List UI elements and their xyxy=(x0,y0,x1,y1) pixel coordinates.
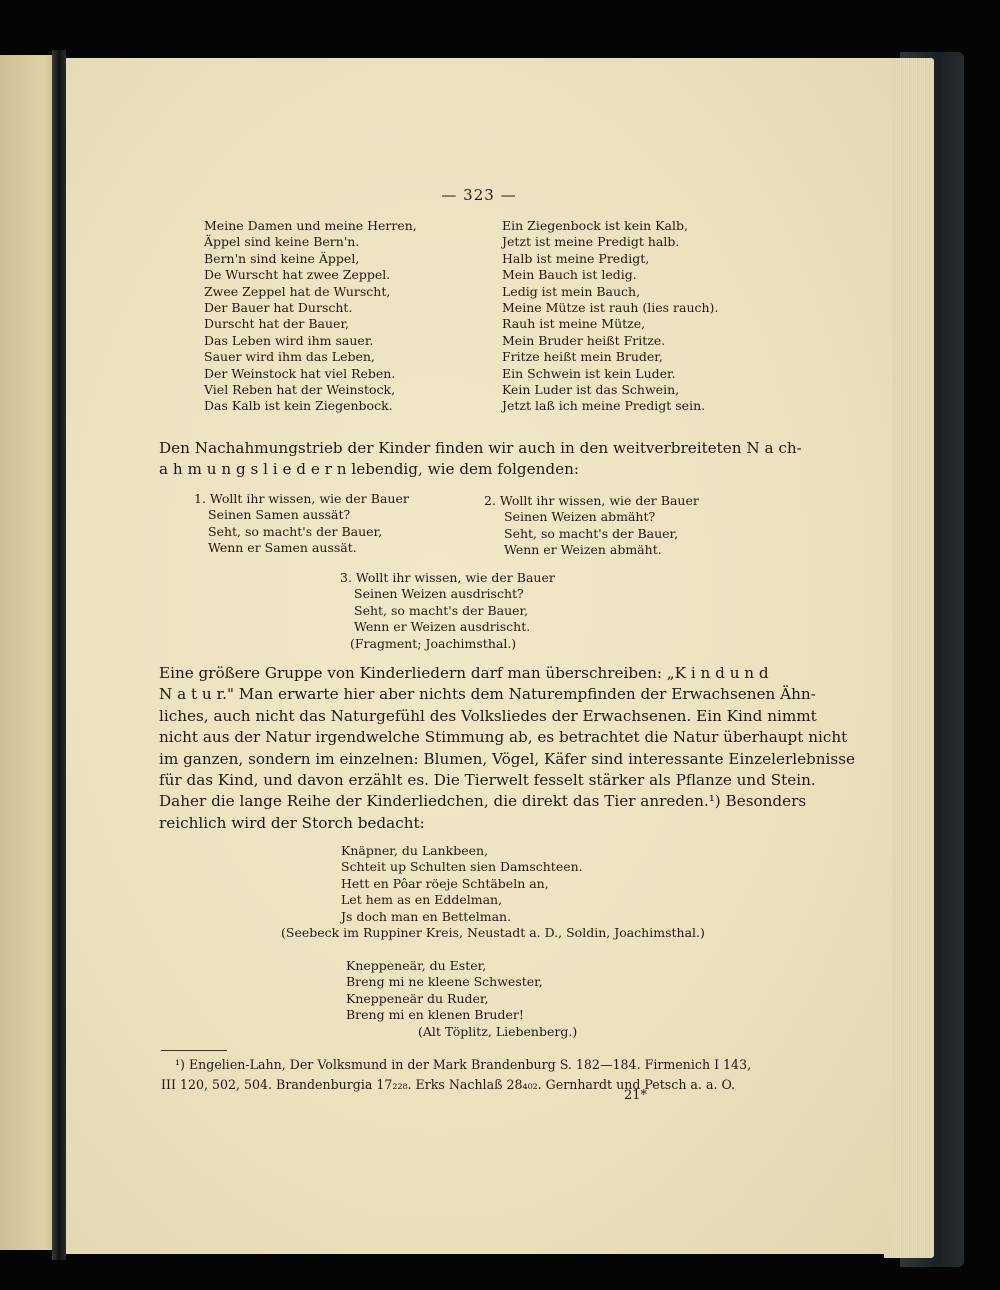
book-gutter xyxy=(52,50,66,1260)
verse-line: 1. Wollt ihr wissen, wie der Bauer xyxy=(194,491,409,506)
poem-line: Ledig ist mein Bauch, xyxy=(502,283,641,299)
verse-line: Let hem as en Eddelman, xyxy=(341,892,503,908)
signature-mark: 21* xyxy=(624,1088,648,1103)
poem-line: Ein Ziegenbock ist kein Kalb, xyxy=(502,218,688,233)
poem-line: De Wurscht hat zwee Zeppel. xyxy=(204,267,391,283)
poem-line: Jetzt ist meine Predigt halb. xyxy=(502,234,680,250)
poem-line: Bern'n sind keine Äppel, xyxy=(204,250,360,266)
verse-line: Js doch man en Bettelman. xyxy=(341,908,512,924)
verse-line: 2. Wollt ihr wissen, wie der Bauer xyxy=(484,493,699,508)
paragraph-line: für das Kind, und davon erzählt es. Die Tierwelt fesselt stärker als Pflanze und Stein. xyxy=(159,771,816,790)
poem-line: Meine Mütze ist rauh (lies rauch). xyxy=(502,300,719,316)
poem-line: Kein Luder ist das Schwein, xyxy=(502,382,680,398)
stork-song-1 xyxy=(281,843,705,925)
verse-line: Seinen Weizen abmäht? xyxy=(504,509,656,525)
poem-line: Der Weinstock hat viel Reben. xyxy=(204,365,396,381)
verse-line: Hett en Pôar röeje Schtäbeln an, xyxy=(341,875,549,891)
verse-3-block xyxy=(340,570,555,652)
paragraph-line: N a t u r." Man erwarte hier aber nichts dem Naturempfinden der Erwachsenen Ähn- xyxy=(159,685,816,704)
verse-line: 3. Wollt ihr wissen, wie der Bauer xyxy=(340,570,555,585)
verse-2 xyxy=(484,493,699,559)
verse-3-source: (Fragment; Joachimsthal.) xyxy=(350,635,517,651)
verse-line: Seht, so macht's der Bauer, xyxy=(208,523,383,539)
book-page xyxy=(66,58,892,1254)
poem-line: Das Kalb ist kein Ziegenbock. xyxy=(204,398,393,414)
paragraph-line: Den Nachahmungstrieb der Kinder finden wir auch in den weitverbreiteten N a ch- xyxy=(159,439,802,457)
paragraph-line: im ganzen, sondern im einzelnen: Blumen, Vögel, Käfer sind interessante Einzelerlebnisse xyxy=(159,749,855,768)
stork-song-2-block xyxy=(346,958,577,1040)
verse-line: Seht, so macht's der Bauer, xyxy=(354,602,529,618)
stork-song-1-block xyxy=(281,843,705,941)
stork-song-2 xyxy=(346,958,577,1024)
poem-line: Ein Schwein ist kein Luder. xyxy=(502,365,676,381)
verse-line: Knäpner, du Lankbeen, xyxy=(341,843,489,858)
poem-line: Mein Bauch ist ledig. xyxy=(502,267,637,283)
verse-line: Wenn er Weizen ausdrischt. xyxy=(354,619,531,635)
verse-line: Wenn er Weizen abmäht. xyxy=(504,542,662,558)
footnote xyxy=(161,1055,751,1095)
footnote-rule xyxy=(161,1050,227,1051)
paragraph-imitation-songs xyxy=(159,438,802,481)
verse-3 xyxy=(340,570,555,636)
paragraph-child-and-nature xyxy=(159,663,855,834)
poem-line: Mein Bruder heißt Fritze. xyxy=(502,332,666,348)
verse-1 xyxy=(194,491,409,557)
paragraph-line: reichlich wird der Storch bedacht: xyxy=(159,813,425,832)
verse-line: Seinen Weizen ausdrischt? xyxy=(354,586,524,602)
poem-line: Jetzt laß ich meine Predigt sein. xyxy=(502,398,706,414)
poem-line: Fritze heißt mein Bruder, xyxy=(502,349,663,365)
verse-line: Wenn er Samen aussät. xyxy=(208,540,357,556)
footnote-line: III 120, 502, 504. Brandenburgia 17₂₂₈. Erks Nachlaß 28₄₀₂. Gernhardt und Petsch a. a. O. xyxy=(161,1077,736,1092)
verse-line: Kneppeneär, du Ester, xyxy=(346,958,487,973)
poem-right-column xyxy=(502,218,718,415)
verse-line: Breng mi en klenen Bruder! xyxy=(346,1007,524,1023)
poem-left-column xyxy=(204,218,417,415)
stork-song-2-source: (Alt Töplitz, Liebenberg.) xyxy=(418,1023,578,1039)
paragraph-line: liches, auch nicht das Naturgefühl des Volksliedes der Erwachsenen. Ein Kind nimmt xyxy=(159,706,817,725)
paragraph-line: Daher die lange Reihe der Kinderliedchen, die direkt das Tier anreden.¹) Besonders xyxy=(159,792,807,811)
stork-song-1-source: (Seebeck im Ruppiner Kreis, Neustadt a. D., Soldin, Joachimsthal.) xyxy=(281,925,705,941)
poem-line: Rauh ist meine Mütze, xyxy=(502,316,646,332)
paragraph-line: Eine größere Gruppe von Kinderliedern darf man überschreiben: „K i n d u n d xyxy=(159,664,769,682)
poem-line: Durscht hat der Bauer, xyxy=(204,316,350,332)
poem-line: Der Bauer hat Durscht. xyxy=(204,300,353,316)
poem-line: Äppel sind keine Bern'n. xyxy=(204,234,360,250)
verse-line: Seht, so macht's der Bauer, xyxy=(504,525,679,541)
verse-line: Schteit up Schulten sien Damschteen. xyxy=(341,859,583,875)
verse-line: Breng mi ne kleene Schwester, xyxy=(346,974,543,990)
poem-line: Zwee Zeppel hat de Wurscht, xyxy=(204,283,391,299)
poem-line: Meine Damen und meine Herren, xyxy=(204,218,417,233)
page-number: — 323 — xyxy=(441,186,517,204)
poem-line: Sauer wird ihm das Leben, xyxy=(204,349,375,365)
poem-line: Das Leben wird ihm sauer. xyxy=(204,332,374,348)
poem-line: Viel Reben hat der Weinstock, xyxy=(204,382,396,398)
verse-line: Seinen Samen aussät? xyxy=(208,507,351,523)
poem-line: Halb ist meine Predigt, xyxy=(502,250,650,266)
footnote-line: ¹) Engelien-Lahn, Der Volksmund in der Mark Brandenburg S. 182—184. Firmenich I 143, xyxy=(175,1057,752,1072)
paragraph-line: a h m u n g s l i e d e r n lebendig, wie dem folgenden: xyxy=(159,460,579,479)
verse-line: Kneppeneär du Ruder, xyxy=(346,990,489,1006)
paragraph-line: nicht aus der Natur irgendwelche Stimmung ab, es betrachtet die Natur überhaupt nicht xyxy=(159,728,848,747)
